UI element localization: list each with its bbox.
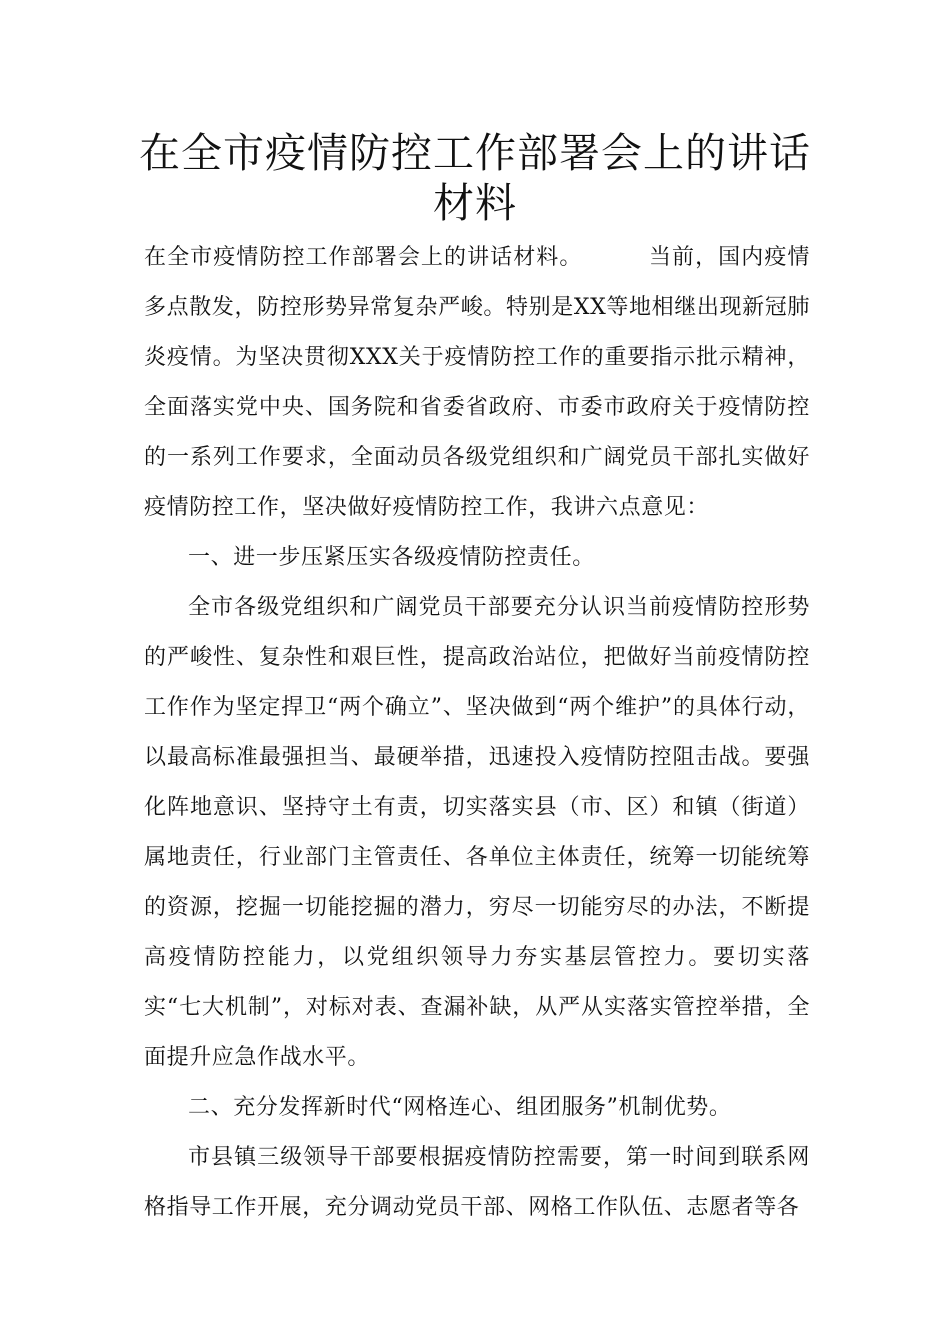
intro-text: 当前，国内疫情多点散发，防控形势异常复杂严峻。特别是XX等地相继出现新冠肺炎疫情。为坚决贯彻XXX关于疫情防控工作的重要指示批示精神，全面落实党中央、国务院和省委省政府、市委市政府关于疫情防控的一系列工作要求，全面动员各级党组织和广阔党员干部扎实做好疫情防控工作，坚决做好疫情防控工作，我讲六点意见： (144, 245, 811, 520)
section-heading-1: 一、进一步压紧压实各级疫情防控责任。 (188, 545, 595, 570)
section-heading-2: 二、充分发挥新时代“网格连心、组团服务”机制优势。 (188, 1095, 732, 1120)
document-title: 在全市疫情防控工作部署会上的讲话材料 (139, 129, 811, 227)
paragraph-section-1: 全市各级党组织和广阔党员干部要充分认识当前疫情防控形势的严峻性、复杂性和艰巨性，提高政治站位，把做好当前疫情防控工作作为坚定捍卫“两个确立”、坚决做到“两个维护”的具体行动，以最高标准最强担当、最硬举措，迅速投入疫情防控阻击战。要强化阵地意识、坚持守土有责，切实落实县（市、区）和镇（街道）属地责任，行业部门主管责任、各单位主体责任，统筹一切能统筹的资源，挖掘一切能挖掘的潜力，穷尽一切能穷尽的办法，不断提高疫情防控能力，以党组织领导力夯实基层管控力。要切实落实“七大机制”，对标对表、查漏补缺，从严从实落实管控举措，全面提升应急作战水平。 (144, 595, 810, 1070)
paragraph-intro (144, 233, 810, 533)
paragraph-section-2: 市县镇三级领导干部要根据疫情防控需要，第一时间到联系网格指导工作开展，充分调动党员干部、网格工作队伍、志愿者等各 (144, 1145, 810, 1220)
document-body (144, 233, 810, 1233)
intro-lead: 在全市疫情防控工作部署会上的讲话材料。 (144, 245, 583, 270)
